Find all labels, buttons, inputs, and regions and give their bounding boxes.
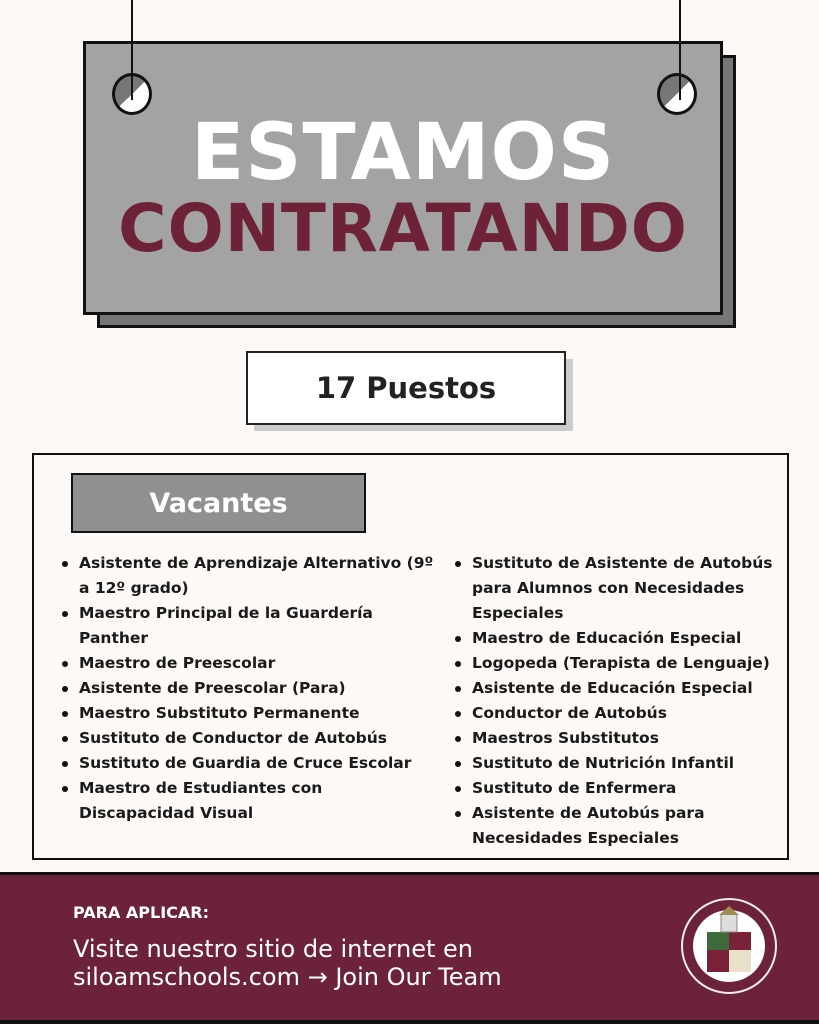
list-item: Conductor de Autobús	[455, 701, 785, 726]
list-item: Sustituto de Enfermera	[455, 776, 785, 801]
positions-count: 17 Puestos	[246, 351, 566, 425]
sign-subtitle: CONTRATANDO	[118, 190, 688, 267]
apply-line-1: Visite nuestro sitio de internet en	[73, 935, 473, 963]
vacancies-list-right	[455, 551, 785, 851]
vacancies-title: Vacantes	[71, 473, 366, 533]
list-item: Maestro Substituto Permanente	[62, 701, 442, 726]
list-item: Sustituto de Conductor de Autobús	[62, 726, 442, 751]
vacancies-list-left	[62, 551, 442, 826]
list-item: Maestros Substitutos	[455, 726, 785, 751]
apply-label: PARA APLICAR:	[73, 903, 210, 922]
list-item: Maestro de Estudiantes con Discapacidad Visual	[62, 776, 352, 826]
apply-line-2: siloamschools.com → Join Our Team	[73, 963, 502, 991]
hanging-string-right	[679, 0, 681, 100]
school-seal-logo	[681, 898, 777, 994]
list-item: Asistente de Educación Especial	[455, 676, 785, 701]
sign-title: ESTAMOS	[190, 108, 616, 198]
list-item: Maestro de Educación Especial	[455, 626, 785, 651]
apply-instructions	[73, 935, 502, 991]
list-item: Asistente de Preescolar (Para)	[62, 676, 442, 701]
list-item: Sustituto de Nutrición Infantil	[455, 751, 785, 776]
list-item: Logopeda (Terapista de Lenguaje)	[455, 651, 785, 676]
list-item: Asistente de Aprendizaje Alternativo (9º a 12º grado)	[62, 551, 442, 601]
list-item: Maestro de Preescolar	[62, 651, 442, 676]
hanging-string-left	[131, 0, 133, 100]
list-item: Maestro Principal de la Guardería Panther	[62, 601, 442, 651]
list-item: Asistente de Autobús para Necesidades Especiales	[455, 801, 715, 851]
list-item: Sustituto de Asistente de Autobús para Alumnos con Necesidades Especiales	[455, 551, 780, 626]
list-item: Sustituto de Guardia de Cruce Escolar	[62, 751, 442, 776]
